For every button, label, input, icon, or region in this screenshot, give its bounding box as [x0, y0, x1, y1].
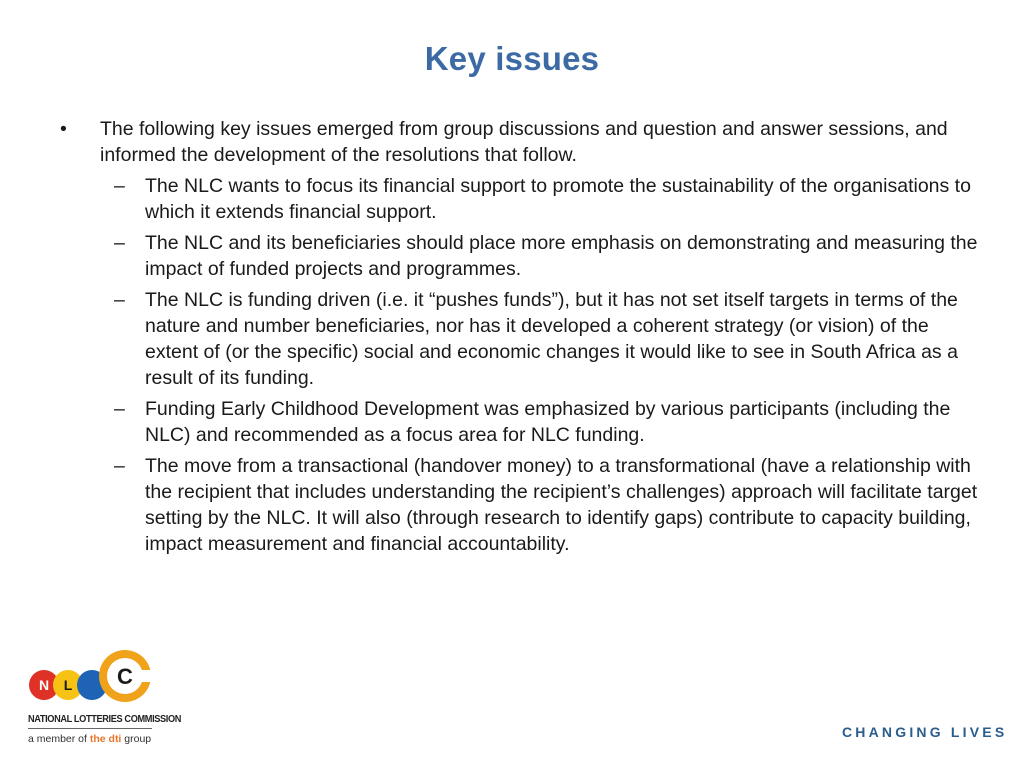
sub-bullet-list	[60, 173, 980, 557]
sub-bullet-item	[60, 396, 980, 448]
bullet-icon: •	[60, 118, 67, 140]
logo-divider	[28, 728, 152, 729]
logo-letter-n: N	[38, 677, 50, 693]
dash-icon: –	[114, 232, 125, 254]
sub-bullet-text: Funding Early Childhood Development was emphasized by various participants (including the NLC) and recommended as a focus area for NLC funding.	[145, 398, 951, 446]
main-bullet-text: The following key issues emerged from group discussions and question and answer sessions, and informed the development of the resolutions that follow.	[100, 118, 948, 166]
logo-member-line	[28, 733, 151, 745]
sub-bullet-text: The move from a transactional (handover money) to a transformational (have a relationship with the recipient that includes understanding the recipient’s challenges) approach will facilitate target setting by the NLC. It will also (through research to identify gaps) contribute to capacity building, impact measurement and financial accountability.	[145, 455, 978, 555]
dash-icon: –	[114, 398, 125, 420]
content-body	[60, 116, 980, 562]
sub-bullet-text: The NLC and its beneficiaries should place more emphasis on demonstrating and measuring the impact of funded projects and programmes.	[145, 232, 978, 280]
logo-letter-l: L	[63, 677, 73, 693]
dash-icon: –	[114, 175, 125, 197]
sub-bullet-item	[60, 173, 980, 225]
sub-bullet-text: The NLC wants to focus its financial support to promote the sustainability of the organisations to which it extends financial support.	[145, 175, 971, 223]
dash-icon: –	[114, 455, 125, 477]
main-bullet	[60, 116, 980, 168]
slide-title: Key issues	[424, 40, 600, 77]
nlc-logo	[28, 648, 182, 748]
nlc-logo-mark-icon	[28, 648, 158, 712]
sub-bullet-item	[60, 287, 980, 391]
footer-tagline: CHANGING LIVES	[842, 724, 1008, 740]
logo-letter-c: C	[117, 664, 133, 689]
logo-member-group: the dti	[89, 733, 122, 745]
sub-bullet-item	[60, 453, 980, 557]
logo-member-suffix: group	[121, 733, 152, 745]
logo-organisation-name: NATIONAL LOTTERIES COMMISSION	[28, 714, 182, 725]
sub-bullet-item	[60, 230, 980, 282]
dash-icon: –	[114, 289, 125, 311]
sub-bullet-text: The NLC is funding driven (i.e. it “pushes funds”), but it has not set itself targets in terms of the nature and number beneficiaries, nor has it developed a coherent strategy (or vision) of the extent of (or the specific) social and economic changes it would like to see in South Africa as a result of its funding.	[145, 289, 958, 389]
logo-member-prefix: a member of	[28, 733, 90, 745]
